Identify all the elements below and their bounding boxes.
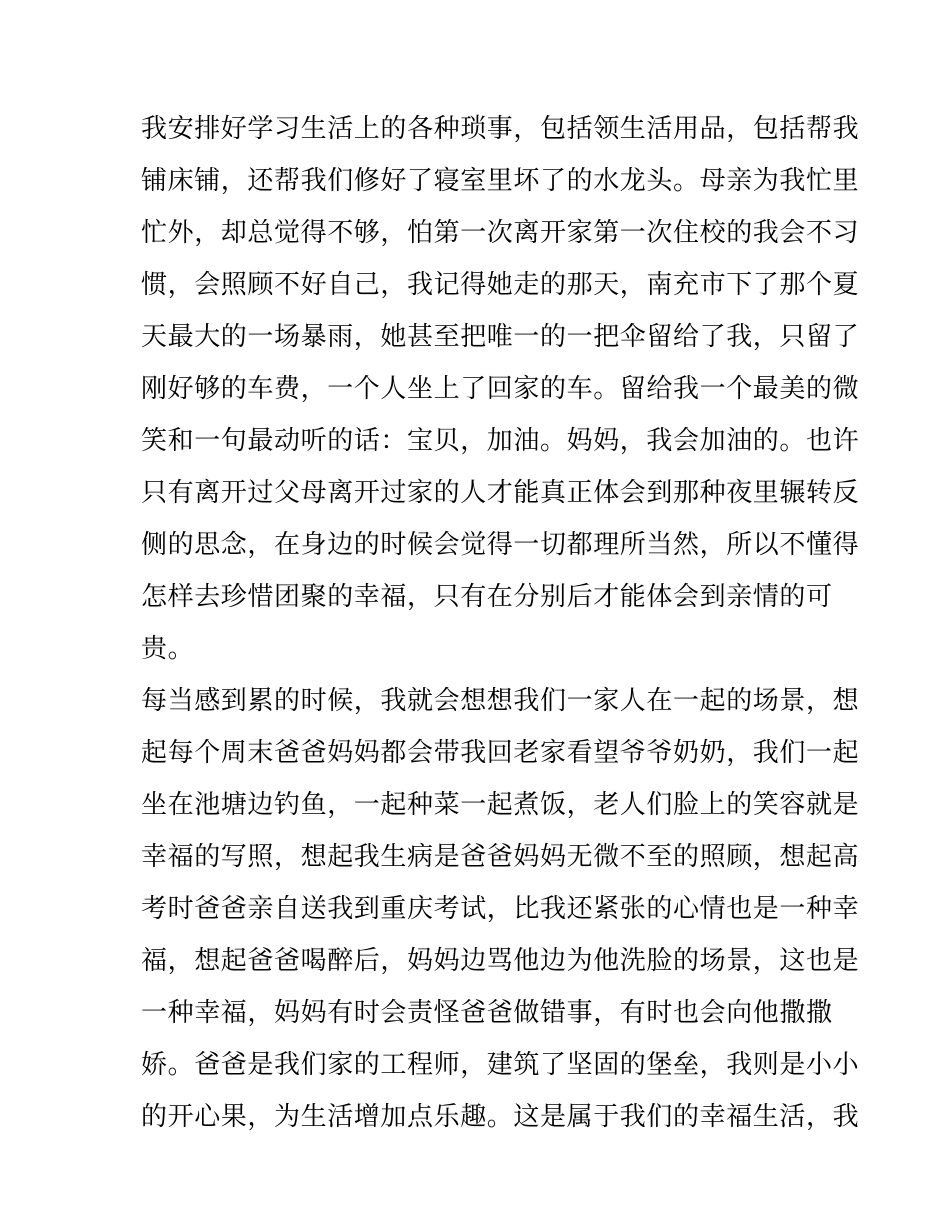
text-line: 我安排好学习生活上的各种琐事，包括领生活用品，包括帮我 <box>141 114 860 144</box>
text-line: 一种幸福，妈妈有时会责怪爸爸做错事，有时也会向他撒撒 <box>141 998 833 1028</box>
text-line: 忙外，却总觉得不够，怕第一次离开家第一次住校的我会不习 <box>141 218 860 248</box>
text-line: 幸福的写照，想起我生病是爸爸妈妈无微不至的照顾，想起高 <box>141 842 860 872</box>
text-line: 坐在池塘边钓鱼，一起种菜一起煮饭，老人们脸上的笑容就是 <box>141 790 860 820</box>
text-line: 侧的思念，在身边的时候会觉得一切都理所当然，所以不懂得 <box>141 530 860 560</box>
text-line: 铺床铺，还帮我们修好了寝室里坏了的水龙头。母亲为我忙里 <box>141 166 860 196</box>
text-line: 的开心果，为生活增加点乐趣。这是属于我们的幸福生活，我 <box>141 1102 860 1132</box>
text-line: 每当感到累的时候，我就会想想我们一家人在一起的场景，想 <box>141 686 860 716</box>
text-line: 娇。爸爸是我们家的工程师，建筑了坚固的堡垒，我则是小小 <box>141 1050 860 1080</box>
text-line: 贵。 <box>141 634 195 664</box>
text-line: 起每个周末爸爸妈妈都会带我回老家看望爷爷奶奶，我们一起 <box>141 738 860 768</box>
text-line: 惯，会照顾不好自己，我记得她走的那天，南充市下了那个夏 <box>141 270 860 300</box>
text-line: 只有离开过父母离开过家的人才能真正体会到那种夜里辗转反 <box>141 478 860 508</box>
text-line: 怎样去珍惜团聚的幸福，只有在分别后才能体会到亲情的可 <box>141 582 833 612</box>
text-line: 天最大的一场暴雨，她甚至把唯一的一把伞留给了我，只留了 <box>141 322 860 352</box>
text-line: 福，想起爸爸喝醉后，妈妈边骂他边为他洗脸的场景，这也是 <box>141 946 860 976</box>
text-line: 刚好够的车费，一个人坐上了回家的车。留给我一个最美的微 <box>141 374 860 404</box>
text-line: 笑和一句最动听的话：宝贝，加油。妈妈，我会加油的。也许 <box>141 426 860 456</box>
text-line: 考时爸爸亲自送我到重庆考试，比我还紧张的心情也是一种幸 <box>141 894 860 924</box>
